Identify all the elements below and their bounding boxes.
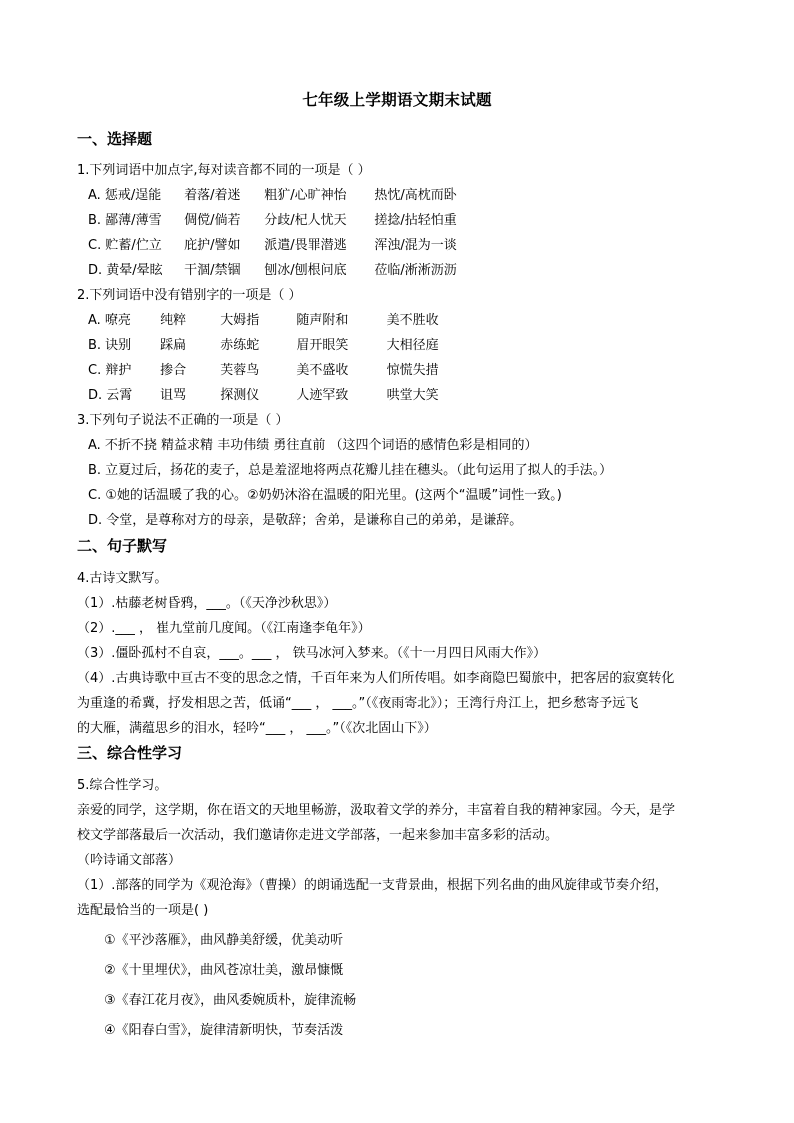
q4-line-4c: 的大雁，满蕴思乡的泪水，轻吟“___ ， ___。”（《次北固山下》） [77, 721, 437, 736]
q4-line-3: （3）.僵卧孤村不自哀，___。___ ， 铁马冰河入梦来。（《十一月四日风雨大作》） [77, 646, 547, 661]
q3-option-d: D. 令堂，是尊称对方的母亲，是敬辞；舍弟，是谦称自己的弟弟，是谦辞。 [88, 513, 523, 528]
section-heading-comprehensive: 三、综合性学习 [77, 744, 183, 762]
q5-subtitle: （吟诗诵文部落） [77, 853, 182, 868]
q4-line-4a: （4）.古典诗歌中亘古不变的思念之情，千百年来为人们所传唱。如李商隐巴蜀旅中，把客居的寂寞转化 [77, 671, 675, 686]
q4-line-1: （1）.枯藤老树昏鸦，___。（《天净沙秋思》） [77, 596, 337, 611]
q5-para-1a: 亲爱的同学，这学期，你在语文的天地里畅游，汲取着文学的养分，丰富着自我的精神家园。今天，是学 [77, 803, 676, 818]
q3-option-c: C. ①她的话温暖了我的心。②奶奶沐浴在温暖的阳光里。(这两个“温暖”词性一致。) [88, 488, 562, 503]
q1-a-3: 粗犷/心旷神怡 [264, 188, 347, 203]
q2-option-c [88, 362, 439, 380]
q1-c-3: 派遣/畏罪潜逃 [264, 238, 347, 253]
q2-b-5: 大相径庭 [386, 338, 439, 353]
q1-b-2: 倜傥/倘若 [184, 213, 241, 228]
q1-a-4: 热忱/高枕而卧 [374, 188, 457, 203]
q1-option-d [88, 262, 457, 280]
q1-c-1: C. 贮蓄/伫立 [88, 238, 162, 253]
q1-b-4: 搓捻/拈轻怕重 [374, 213, 457, 228]
q1-d-1: D. 黄晕/晕眩 [88, 263, 163, 278]
q4-line-2: （2）.___ ， 崔九堂前几度闻。（《江南逢李龟年》） [77, 621, 371, 636]
q2-a-5: 美不胜收 [386, 313, 439, 328]
q2-a-3: 大姆指 [220, 313, 260, 328]
q2-b-2: 踩扁 [160, 338, 187, 353]
q2-d-2: 诅骂 [160, 388, 187, 403]
q2-b-1: B. 诀别 [88, 338, 132, 353]
q3-option-b: B. 立夏过后，扬花的麦子，总是羞涩地将两点花瓣儿挂在穗头。（此句运用了拟人的手法。） [88, 463, 613, 478]
q2-stem: 2.下列词语中没有错别字的一项是（ ） [77, 288, 302, 303]
section-heading-dictation: 二、句子默写 [77, 537, 168, 555]
q1-a-1: A. 惩戒/逞能 [88, 188, 162, 203]
q5-option-3: ③《春江花月夜》，曲风委婉质朴，旋律流畅 [104, 993, 357, 1008]
q2-a-1: A. 嘹亮 [88, 313, 131, 328]
q2-c-5: 惊慌失措 [386, 363, 439, 378]
q2-option-a [88, 312, 439, 330]
q1-d-3: 刨冰/刨根问底 [264, 263, 347, 278]
q2-c-4: 美不盛收 [296, 363, 349, 378]
q2-d-5: 哄堂大笑 [386, 388, 439, 403]
q3-option-a: A. 不折不挠 精益求精 丰功伟绩 勇往直前 （这四个词语的感情色彩是相同的） [88, 438, 538, 453]
q4-line-4b: 为重逢的希冀，抒发相思之苦，低诵“___ ， ___。”（《夜雨寄北》）；王湾行舟江上，把乡愁寄予远飞 [77, 696, 639, 711]
q2-d-3: 探测仪 [220, 388, 260, 403]
q5-q1-line-b: 选配最恰当的一项是( ) [77, 903, 209, 918]
q1-b-1: B. 鄙薄/薄雪 [88, 213, 162, 228]
q2-c-1: C. 辩护 [88, 363, 132, 378]
q2-d-4: 人迹罕致 [296, 388, 349, 403]
q1-c-2: 庇护/譬如 [184, 238, 241, 253]
q1-option-a [88, 187, 457, 205]
q5-q1-line-a: （1）.部落的同学为《观沧海》（曹操）的朗诵选配一支背景曲，根据下列名曲的曲风旋律或节奏介绍， [77, 878, 668, 893]
section-heading-choice: 一、选择题 [77, 130, 153, 148]
q1-c-4: 浑浊/混为一谈 [374, 238, 457, 253]
q2-b-4: 眉开眼笑 [296, 338, 349, 353]
q2-d-1: D. 云霄 [88, 388, 133, 403]
q1-b-3: 分歧/杞人忧天 [264, 213, 347, 228]
q1-option-b [88, 212, 457, 230]
q5-option-2: ②《十里埋伏》，曲风苍凉壮美，激昂慷慨 [104, 963, 344, 978]
q1-option-c [88, 237, 457, 255]
q2-c-2: 掺合 [160, 363, 187, 378]
q5-option-4: ④《阳春白雪》，旋律清新明快，节奏活泼 [104, 1023, 344, 1038]
q5-option-1: ①《平沙落雁》，曲风静美舒缓，优美动听 [104, 933, 344, 948]
q2-option-d [88, 387, 439, 405]
q2-c-3: 芙蓉鸟 [220, 363, 260, 378]
q3-stem: 3.下列句子说法不正确的一项是（ ） [77, 413, 289, 428]
q2-a-2: 纯粹 [160, 313, 187, 328]
q1-d-4: 莅临/淅淅沥沥 [374, 263, 457, 278]
q1-stem: 1.下列词语中加点字,每对读音都不同的一项是（ ） [77, 163, 371, 178]
q5-para-1b: 校文学部落最后一次活动，我们邀请你走进文学部落，一起来参加丰富多彩的活动。 [77, 828, 559, 843]
q4-stem: 4.古诗文默写。 [77, 571, 168, 586]
q2-a-4: 随声附和 [296, 313, 349, 328]
q2-option-b [88, 337, 439, 355]
q1-d-2: 干涸/禁锢 [184, 263, 241, 278]
q5-stem: 5.综合性学习。 [77, 778, 168, 793]
page-title: 七年级上学期语文期末试题 [302, 91, 492, 109]
q1-a-2: 着落/着迷 [184, 188, 241, 203]
q2-b-3: 赤练蛇 [220, 338, 260, 353]
